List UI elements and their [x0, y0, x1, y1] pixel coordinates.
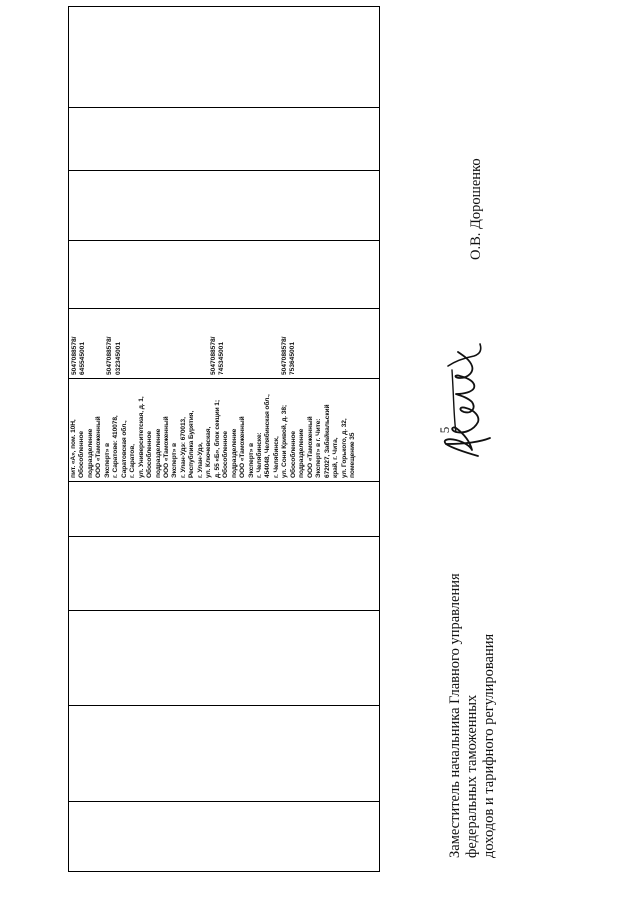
signatory-title-line-2: федеральных таможенных — [464, 694, 480, 858]
table-cell-empty — [69, 108, 380, 171]
address-line: Обособленное — [146, 431, 154, 478]
address-line: ООО «Таможенный — [95, 416, 103, 478]
table-cell-empty — [69, 611, 380, 706]
address-line: Эксперт» в — [247, 443, 255, 478]
table-cell-empty — [69, 171, 380, 241]
address-line: ООО «Таможенный — [306, 416, 314, 478]
address-line: г. Челябинске: — [255, 432, 263, 478]
code-entry — [106, 312, 122, 375]
address-line: Эксперт» в — [103, 443, 111, 478]
table-cell-empty — [69, 241, 380, 309]
address-line: Саратовская обл., — [120, 420, 128, 478]
address-line: г. Челябинск, — [272, 436, 280, 478]
address-line: Обособленное — [289, 431, 297, 478]
address-line: помещение 35 — [348, 432, 356, 478]
address-line: ул. Университетская, д. 1, — [137, 396, 145, 478]
address-line: 454048, Челябинская обл., — [264, 394, 272, 478]
inn-code: 5047088578/ — [281, 336, 289, 375]
inn-code: 5047088578/ — [209, 336, 217, 375]
registry-table — [68, 6, 380, 872]
code-blocks — [71, 312, 298, 375]
address-line: ул. Сони Кривой, д. 38; — [281, 405, 289, 478]
address-line: 672027, Забайкальский — [323, 404, 331, 478]
kpp-code: 745345001 — [218, 341, 226, 375]
signatory-title — [447, 573, 498, 858]
address-line: Обособленное — [222, 431, 230, 478]
table-cell-empty — [69, 7, 380, 108]
code-cell — [69, 309, 380, 379]
code-entry — [71, 312, 87, 375]
table-cell-empty — [69, 482, 380, 537]
address-line: г. Саратов, — [129, 444, 137, 478]
address-line: подразделение — [230, 428, 238, 478]
address-line: пит. «А», пом. 10Н, — [70, 419, 77, 478]
signatory-title-line-1: Заместитель начальника Главного управления — [447, 573, 463, 858]
page-number: 5 — [437, 426, 452, 434]
address-line: подразделение — [86, 428, 94, 478]
address-line: д. 55 «Б», блок секции 1; — [213, 400, 221, 478]
address-line: ООО «Таможенный — [162, 416, 170, 478]
address-line: г. Саратове: 410078, — [112, 415, 120, 478]
address-line: ул. Ключевская, — [205, 426, 213, 478]
address-line: подразделение — [154, 428, 162, 478]
inn-code: 5047088578/ — [71, 336, 78, 375]
table-cell-empty — [69, 537, 380, 611]
code-entry — [210, 312, 226, 375]
address-line: ул. Горького, д. 32, — [340, 418, 348, 478]
address-line: край, г. Чита, — [332, 437, 340, 478]
inn-code: 5047088578/ — [106, 336, 114, 375]
table-row — [69, 7, 380, 872]
address-lines — [70, 382, 357, 478]
table-cell-empty — [69, 706, 380, 802]
kpp-code: 753645001 — [289, 341, 297, 375]
address-line: Обособленное — [78, 431, 86, 478]
signatory-title-line-3: доходов и тарифного регулирования — [481, 633, 497, 858]
address-line: ООО «Таможенный — [239, 416, 247, 478]
table-cell-empty — [69, 802, 380, 872]
code-entry — [281, 312, 297, 375]
kpp-code: 032345001 — [114, 341, 122, 375]
kpp-code: 645545001 — [79, 341, 87, 375]
address-line: подразделение — [298, 428, 306, 478]
address-line: Эксперт» в г. Чите: — [315, 418, 323, 478]
handwritten-signature — [434, 338, 494, 462]
address-line: Эксперт» в — [171, 443, 179, 478]
address-line: г. Улан-Удэ: 670013, — [179, 417, 187, 478]
address-line: Республика Бурятия, — [188, 410, 196, 478]
address-cell — [69, 379, 380, 482]
address-line: г. Улан-Удэ, — [196, 442, 204, 478]
signatory-name: О.В. Дорошенко — [468, 158, 484, 260]
